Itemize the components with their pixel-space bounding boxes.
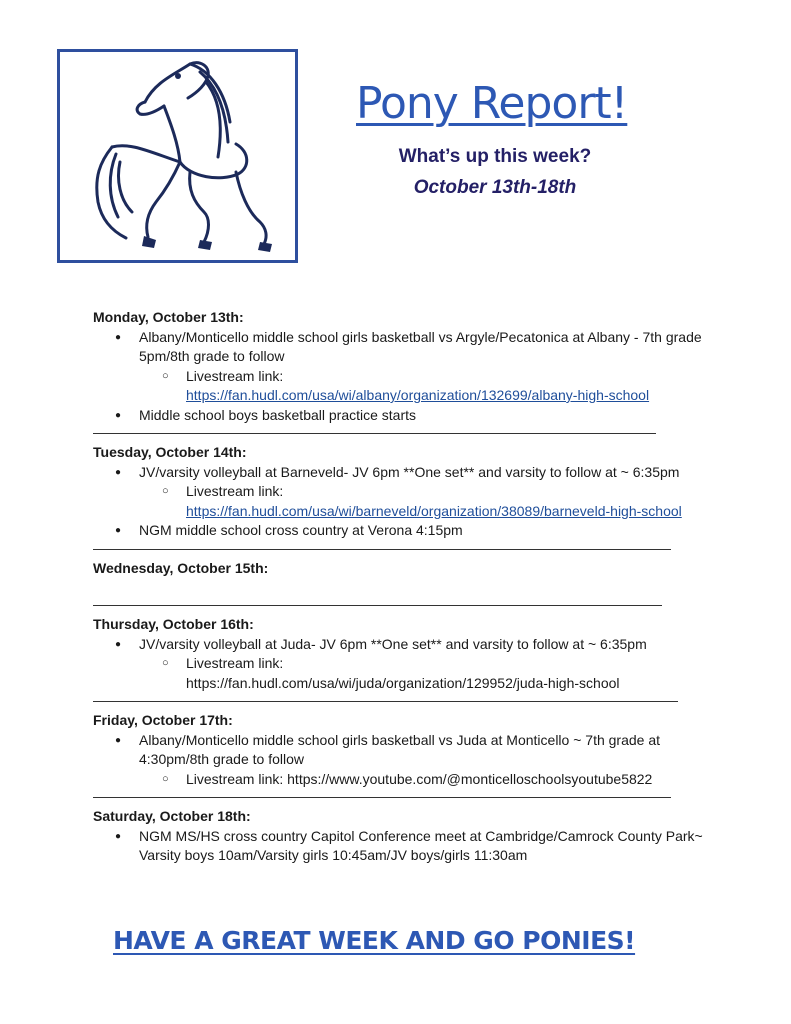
- wednesday-heading: Wednesday, October 15th:: [93, 559, 269, 576]
- tuesday-livestream-label: ○ Livestream link:: [93, 482, 713, 502]
- monday-item-1: ● Albany/Monticello middle school girls basketball vs Argyle/Pecatonica at Albany - 7th grade 5pm/8th grade to follow: [93, 328, 713, 367]
- saturday-item-1: ● NGM MS/HS cross country Capitol Conference meet at Cambridge/Camrock County Park~ Varsity boys 10am/Varsity girls 10:45am/JV boys/girls 11:30am: [93, 827, 713, 866]
- divider: [93, 693, 678, 702]
- thursday-item-1: ● JV/varsity volleyball at Juda- JV 6pm **One set** and varsity to follow at ~ 6:35pm: [93, 635, 713, 655]
- divider: [93, 597, 662, 606]
- tuesday-livestream-link[interactable]: https://fan.hudl.com/usa/wi/barneveld/organization/38089/barneveld-high-school: [186, 502, 682, 519]
- weekly-schedule: [93, 308, 713, 866]
- monday-livestream-label: ○ Livestream link:: [93, 367, 713, 387]
- tuesday-item-2: ● NGM middle school cross country at Verona 4:15pm: [93, 521, 713, 541]
- tuesday-heading: Tuesday, October 14th:: [93, 444, 247, 460]
- closing-banner: HAVE A GREAT WEEK AND GO PONIES!: [113, 926, 636, 955]
- monday-item-2: ● Middle school boys basketball practice starts: [93, 406, 713, 426]
- mustang-logo-frame: [57, 49, 298, 263]
- divider: [93, 541, 671, 550]
- thursday-livestream-url: https://fan.hudl.com/usa/wi/juda/organization/129952/juda-high-school: [186, 674, 620, 691]
- monday-livestream-row: [93, 386, 713, 406]
- friday-livestream: ○ Livestream link: https://www.youtube.com/@monticelloschoolsyoutube5822: [93, 770, 713, 790]
- tuesday-item-1: ● JV/varsity volleyball at Barneveld- JV 6pm **One set** and varsity to follow at ~ 6:35pm: [93, 463, 713, 483]
- thursday-heading: Thursday, October 16th:: [93, 616, 254, 632]
- friday-heading: Friday, October 17th:: [93, 712, 233, 728]
- saturday-heading: Saturday, October 18th:: [93, 808, 251, 824]
- friday-item-1: ● Albany/Monticello middle school girls basketball vs Juda at Monticello ~ 7th grade at 4:30pm/8th grade to follow: [93, 731, 713, 770]
- mustang-horse-icon: [60, 52, 295, 260]
- page-title: Pony Report!: [356, 78, 628, 129]
- thursday-livestream-label: ○ Livestream link:: [93, 654, 713, 674]
- wednesday-empty: [93, 578, 713, 597]
- tuesday-livestream-row: [93, 502, 713, 522]
- date-range: October 13th-18th: [413, 177, 577, 198]
- divider: [93, 789, 671, 798]
- monday-livestream-link[interactable]: https://fan.hudl.com/usa/wi/albany/organization/132699/albany-high-school: [186, 387, 650, 403]
- page-subtitle: What’s up this week?: [398, 146, 592, 167]
- monday-heading: Monday, October 13th:: [93, 309, 244, 325]
- divider: [93, 425, 656, 434]
